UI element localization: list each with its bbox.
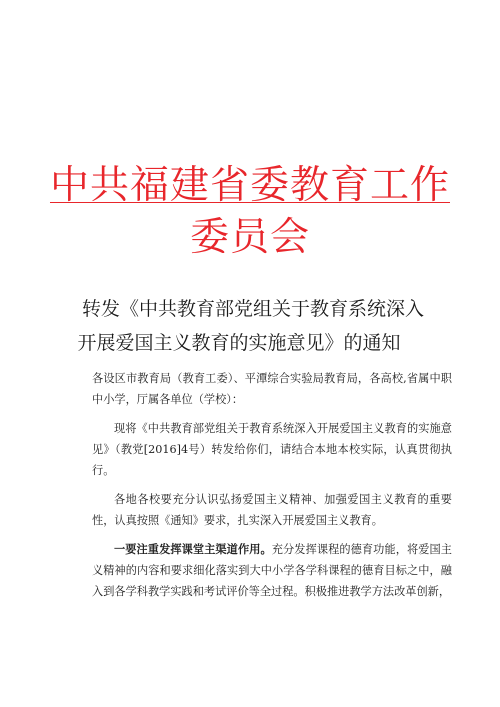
masthead bbox=[0, 160, 500, 264]
paragraph-1: 现将《中共教育部党组关于教育系统深入开展爱国主义教育的实施意见》（教党[2016]4号）转发给你们，请结合本地本校实际，认真贯彻执行。 bbox=[92, 422, 452, 477]
document-title bbox=[0, 292, 500, 360]
paragraph-3-rest: 充分发挥课程的德育功能，将爱国主义精神的内容和要求细化落实到大中小学各学科课程的德育目标之中，融入到各学科教学实践和考试评价等全过程。积极推进教学方法改革创新， bbox=[92, 543, 452, 598]
paragraph-2: 各地各校要充分认识弘扬爱国主义精神、加强爱国主义教育的重要性，认真按照《通知》要求，扎实深入开展爱国主义教育。 bbox=[92, 493, 452, 527]
masthead-line-2: 委员会 bbox=[189, 215, 310, 260]
paragraph-3 bbox=[92, 539, 452, 602]
paragraph-3-lead: 一要注重发挥课堂主渠道作用。 bbox=[114, 543, 272, 556]
masthead-line-1: 中共福建省委教育工作 bbox=[49, 163, 450, 208]
salutation: 各设区市教育局（教育工委）、平潭综合实验局教育局，各高校,省属中职中小学，厅属各单位（学校）： bbox=[92, 372, 452, 406]
document-body bbox=[92, 368, 452, 610]
title-line-1: 转发《中共教育部党组关于教育系统深入 bbox=[81, 298, 424, 320]
title-line-2: 开展爱国主义教育的实施意见》的通知 bbox=[77, 332, 401, 354]
